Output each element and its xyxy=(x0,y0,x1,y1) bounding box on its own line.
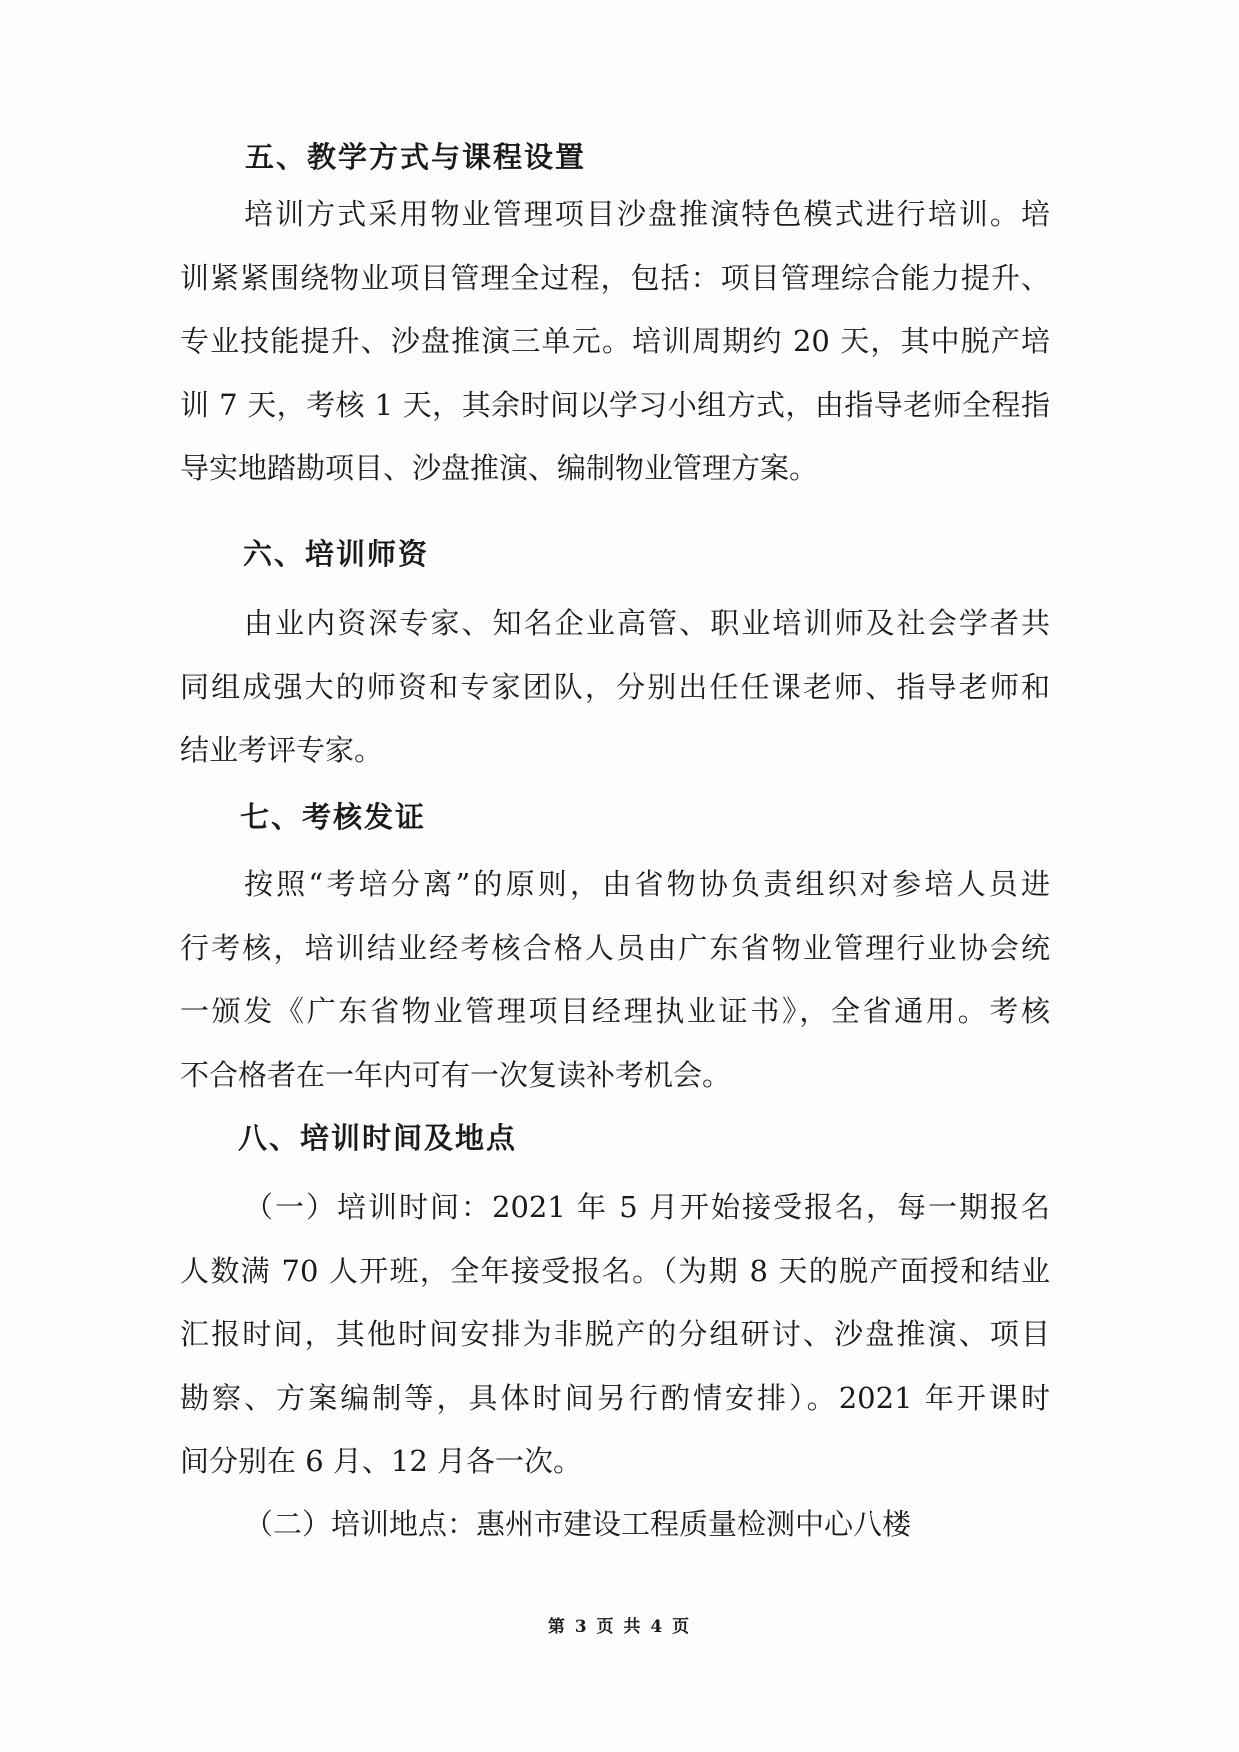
paragraph-line: 间分别在 6 月、12 月各一次。 xyxy=(180,1444,583,1479)
paragraph-line: （一）培训时间：2021 年 5 月开始接受报名，每一期报名 xyxy=(244,1190,1050,1224)
section-heading-8: 八、培训时间及地点 xyxy=(238,1121,518,1155)
page-number-footer: 第 3 页 共 4 页 xyxy=(547,1617,692,1637)
paragraph-line: 训紧紧围绕物业项目管理全过程，包括：项目管理综合能力提升、 xyxy=(180,260,1050,295)
paragraph-line: 由业内资深专家、知名企业高管、职业培训师及社会学者共 xyxy=(244,606,1050,640)
paragraph-line: 不合格者在一年内可有一次复读补考机会。 xyxy=(180,1057,732,1092)
section-8-paragraph xyxy=(180,1176,1050,1494)
section-heading-5: 五、教学方式与课程设置 xyxy=(245,140,587,174)
paragraph-line: 培训方式采用物业管理项目沙盘推演特色模式进行培训。培 xyxy=(244,197,1050,231)
paragraph-line: 同组成强大的师资和专家团队，分别出任任课老师、指导老师和 xyxy=(180,669,1050,704)
paragraph-line: 结业考评专家。 xyxy=(180,733,384,768)
section-7-paragraph xyxy=(180,853,1050,1107)
paragraph-line: （二）培训地点：惠州市建设工程质量检测中心八楼 xyxy=(244,1507,912,1541)
section-5-paragraph xyxy=(180,183,1050,501)
section-heading-7: 七、考核发证 xyxy=(240,800,427,834)
paragraph-line: 勘察、方案编制等，具体时间另行酌情安排）。2021 年开课时 xyxy=(180,1380,1050,1415)
training-location-paragraph xyxy=(180,1493,1050,1557)
paragraph-line: 一颁发《广东省物业管理项目经理执业证书》，全省通用。考核 xyxy=(180,994,1050,1029)
section-heading-6: 六、培训师资 xyxy=(243,537,430,571)
section-6-paragraph xyxy=(180,592,1050,783)
paragraph-line: 按照“考培分离”的原则，由省物协负责组织对参培人员进 xyxy=(244,867,1050,901)
paragraph-line: 汇报时间，其他时间安排为非脱产的分组研讨、沙盘推演、项目 xyxy=(180,1317,1050,1352)
paragraph-line: 训 7 天，考核 1 天，其余时间以学习小组方式，由指导老师全程指 xyxy=(180,387,1050,422)
paragraph-line: 专业技能提升、沙盘推演三单元。培训周期约 20 天，其中脱产培 xyxy=(180,324,1050,359)
paragraph-line: 人数满 70 人开班，全年接受报名。（为期 8 天的脱产面授和结业 xyxy=(180,1253,1050,1288)
paragraph-line: 导实地踏勘项目、沙盘推演、编制物业管理方案。 xyxy=(180,451,819,486)
paragraph-line: 行考核，培训结业经考核合格人员由广东省物业管理行业协会统 xyxy=(180,930,1050,965)
